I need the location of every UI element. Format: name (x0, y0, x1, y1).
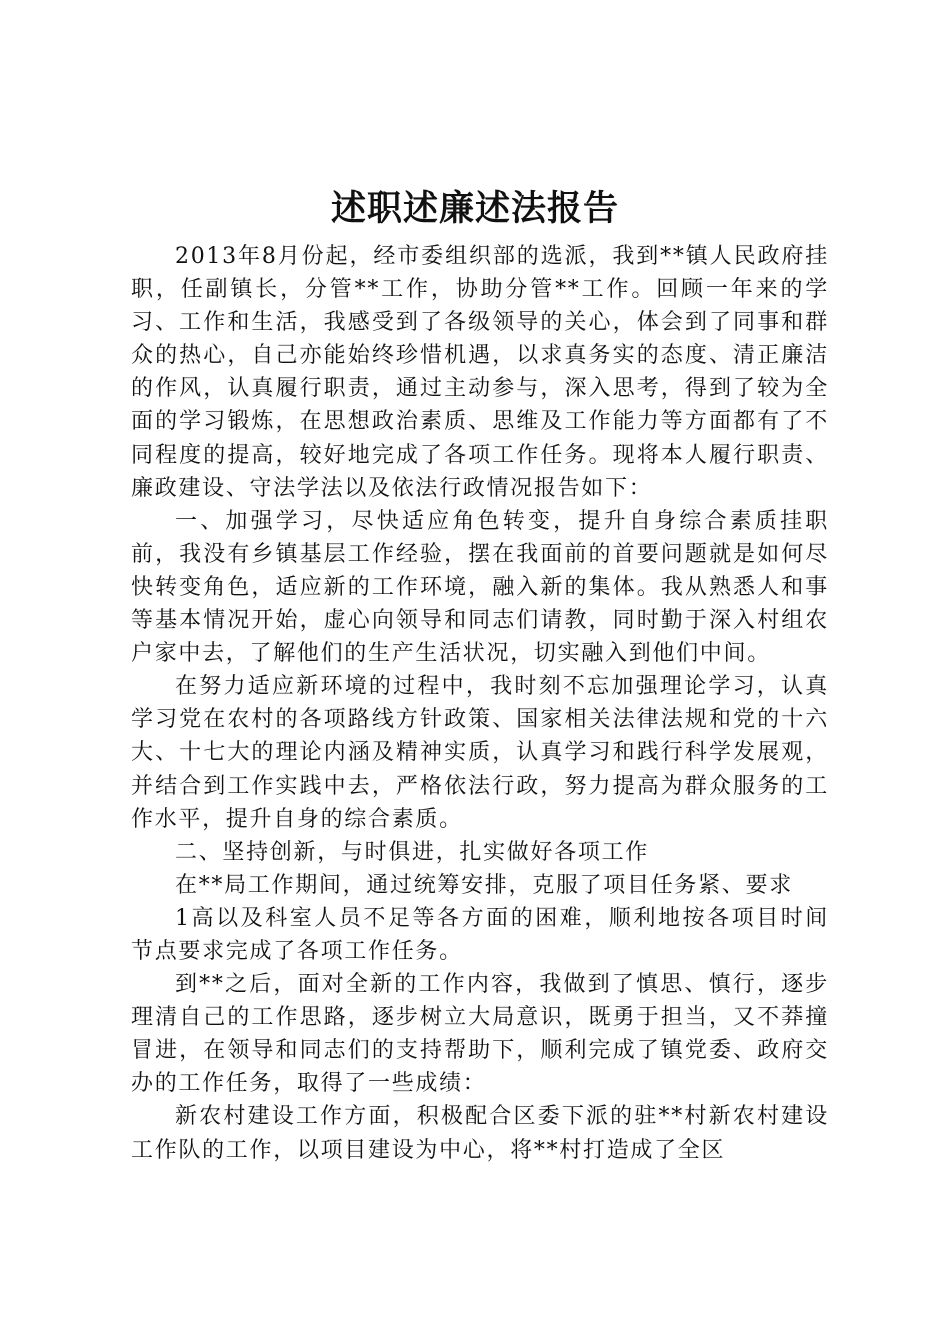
paragraph-new-work: 到**之后，面对全新的工作内容，我做到了慎思、慎行，逐步理清自己的工作思路，逐步树立大局意识，既勇于担当，又不莽撞冒进，在领导和同志们的支持帮助下，顺利完成了镇党委、政府交办的工作任务，取得了一些成绩： (131, 972, 829, 1097)
paragraph-bureau-work: 在**局工作期间，通过统筹安排，克服了项目任务紧、要求 (175, 872, 793, 898)
paragraph-new-village: 新农村建设工作方面，积极配合区委下派的驻**村新农村建设工作队的工作，以项目建设为中心，将**村打造成了全区 (131, 1104, 829, 1163)
paragraph-theory-study: 在努力适应新环境的过程中，我时刻不忘加强理论学习，认真学习党在农村的各项路线方针政策、国家相关法律法规和党的十六大、十七大的理论内涵及精神实质，认真学习和践行科学发展观，并结合到工作实践中去，严格依法行政，努力提高为群众服务的工作水平，提升自身的综合素质。 (131, 674, 829, 832)
paragraph-intro: 2013年8月份起，经市委组织部的选派，我到**镇人民政府挂职，任副镇长，分管**工作，协助分管**工作。回顾一年来的学习、工作和生活，我感受到了各级领导的关心，体会到了同事和群众的热心，自己亦能始终珍惜机遇，以求真务实的态度、清正廉洁的作风，认真履行职责，通过主动参与，深入思考，得到了较为全面的学习锻炼，在思想政治素质、思维及工作能力等方面都有了不同程度的提高，较好地完成了各项工作任务。现将本人履行职责、廉政建设、守法学法以及依法行政情况报告如下： (131, 244, 829, 501)
paragraph-section-two-heading: 二、坚持创新，与时俱进，扎实做好各项工作 (175, 839, 650, 865)
document-body (131, 240, 829, 1167)
document-title: 述职述廉述法报告 (330, 188, 619, 229)
paragraph-bureau-work-continued: 1高以及科室人员不足等各方面的困难，顺利地按各项目时间节点要求完成了各项工作任务。 (131, 905, 829, 964)
paragraph-section-one: 一、加强学习，尽快适应角色转变，提升自身综合素质挂职前，我没有乡镇基层工作经验，摆在我面前的首要问题就是如何尽快转变角色，适应新的工作环境，融入新的集体。我从熟悉人和事等基本情况开始，虚心向领导和同志们请教，同时勤于深入村组农户家中去，了解他们的生产生活状况，切实融入到他们中间。 (131, 508, 829, 667)
